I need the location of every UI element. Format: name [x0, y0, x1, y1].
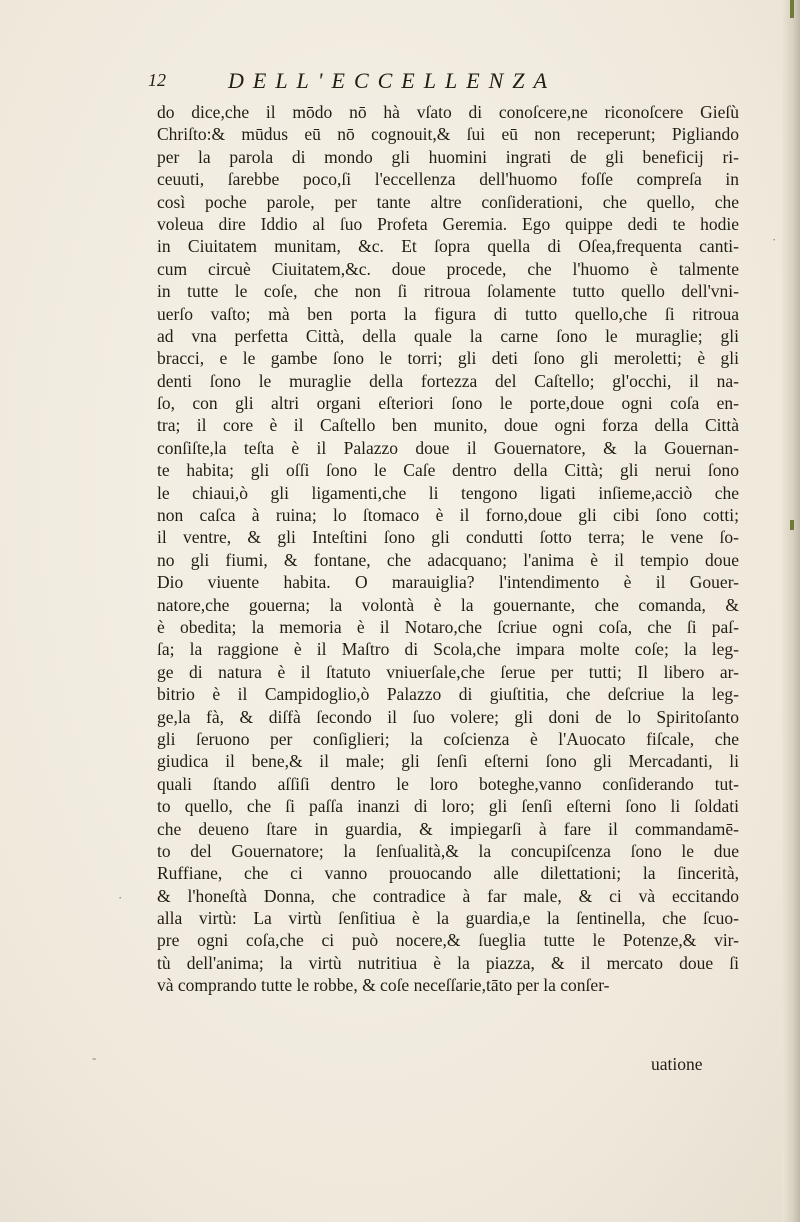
text-line: do dice,che il mōdo nō hà vſato di conoſcere,ne riconoſcere Gieſù	[157, 102, 739, 122]
text-line: & l'honeſtà Donna, che contradice à far male, & ci và eccitando	[157, 885, 739, 906]
text-line: ge di natura è il ſtatuto vniuerſale,che ſerue per tutti; Il libero ar-	[157, 661, 739, 682]
text-line: voleua dire Iddio al ſuo Profeta Geremia. Ego quippe dedi te hodie	[157, 213, 739, 234]
text-line: non caſca à ruina; lo ſtomaco è il forno,doue gli cibi ſono cotti;	[157, 505, 739, 526]
text-line: in Ciuitatem munitam, &c. Et ſopra quella di Oſea,frequenta canti-	[157, 236, 739, 257]
text-line: no gli fiumi, & fontane, che adacquano; l'anima è il tempio doue	[157, 549, 739, 570]
text-line: ſa; la raggione è il Maſtro di Scola,che impara molte coſe; la leg-	[157, 639, 739, 660]
text-line: cum circuè Ciuitatem,&c. doue procede, che l'huomo è talmente	[157, 258, 739, 279]
text-line: Dio viuente habita. O marauiglia? l'intendimento è il Gouer-	[157, 572, 739, 593]
text-line: è obedita; la memoria è il Notaro,che ſcriue ogni coſa, che ſi paſ-	[157, 616, 739, 637]
text-line: tù dell'anima; la virtù nutritiua è la piazza, & il mercato doue ſi	[157, 952, 739, 973]
running-title: DELL'ECCELLENZA	[228, 68, 556, 93]
margin-mark: ·	[118, 890, 123, 905]
text-line: to quello, che ſi paſſa inanzi di loro; gli ſenſi eſterni ſono li ſoldati	[157, 796, 739, 817]
text-line: conſiſte,la teſta è il Palazzo doue il Gouernatore, & la Gouernan-	[157, 437, 739, 458]
text-line: Chriſto:& mūdus eū nō cognouit,& ſui eū non receperunt; Pigliando	[157, 124, 739, 145]
text-line: pre ogni coſa,che ci può nocere,& ſueglia tutte le Potenze,& vir-	[157, 930, 739, 951]
text-line: Ruffiane, che ci vanno prouocando alle dilettationi; la ſincerità,	[157, 863, 739, 884]
page-gutter	[782, 0, 800, 1222]
text-line: natore,che gouerna; la volontà è la gouernante, che comanda, &	[157, 594, 739, 615]
page-number: 12	[148, 70, 166, 90]
text-line: ſo, con gli altri organi eſteriori ſono le porte,doue ogni coſa en-	[157, 393, 739, 414]
text-line: tra; il core è il Caſtello ben munito, doue ogni forza della Città	[157, 415, 739, 436]
text-line: giudica il bene,& il male; gli ſenſi eſterni ſono gli Mercadanti, li	[157, 751, 739, 772]
text-line: per la parola di mondo gli huomini ingrati de gli beneficij ri-	[157, 146, 739, 167]
text-line: to del Gouernatore; la ſenſualità,& la concupiſcenza ſono le due	[157, 840, 739, 861]
text-line: bitrio è il Campidoglio,ò Palazzo di giuſtitia, che deſcriue la leg-	[157, 684, 739, 705]
text-line: così poche parole, per tante altre conſiderationi, che quello, che	[157, 191, 739, 212]
text-line: ceuuti, ſarebbe poco,ſi l'eccellenza dell'huomo foſſe compreſa in	[157, 169, 739, 190]
text-line: te habita; gli oſſi ſono le Caſe dentro della Città; gli nerui ſono	[157, 460, 739, 481]
body-text	[157, 101, 739, 997]
text-line: il ventre, & gli Inteſtini ſono gli condutti ſotto terra; le vene ſo-	[157, 527, 739, 548]
text-line: le chiaui,ò gli ligamenti,che li tengono ligati inſieme,acciò che	[157, 482, 739, 503]
text-line: che deueno ſtare in guardia, & impiegarſi à fare il commandamē-	[157, 818, 739, 839]
text-line: quali ſtando aſſiſi dentro le loro boteghe,vanno conſiderando tut-	[157, 773, 739, 794]
gutter-stain	[790, 520, 794, 530]
text-line: ge,la fà, & diſfà ſecondo il ſuo volere; gli doni de lo Spiritoſanto	[157, 706, 739, 727]
text-line: ad vna perfetta Città, della quale la carne ſono le muraglie; gli	[157, 325, 739, 346]
catchword: uatione	[651, 1054, 703, 1074]
gutter-stain	[790, 0, 794, 18]
text-line: uerſo vaſto; mà ben porta la figura di tutto quello,che ſi ritroua	[157, 303, 739, 324]
text-line: bracci, e le gambe ſono le torri; gli deti ſono gli meroletti; è gli	[157, 348, 739, 369]
text-line: gli ſeruono per conſiglieri; la coſcienza è l'Auocato fiſcale, che	[157, 728, 739, 749]
text-line: in tutte le coſe, che non ſi ritroua ſolamente tutto quello dell'vni-	[157, 281, 739, 302]
margin-mark: ·	[772, 232, 777, 247]
text-line: và comprando tutte le robbe, & coſe neceſſarie,tāto per la conſer-	[157, 975, 610, 996]
text-line: denti ſono le muraglie della fortezza del Caſtello; gl'occhi, il na-	[157, 370, 739, 391]
margin-mark: -	[92, 1050, 97, 1065]
text-line: alla virtù: La virtù ſenſitiua è la guardia,e la ſentinella, che ſcuo-	[157, 908, 739, 929]
page-header	[148, 68, 688, 96]
